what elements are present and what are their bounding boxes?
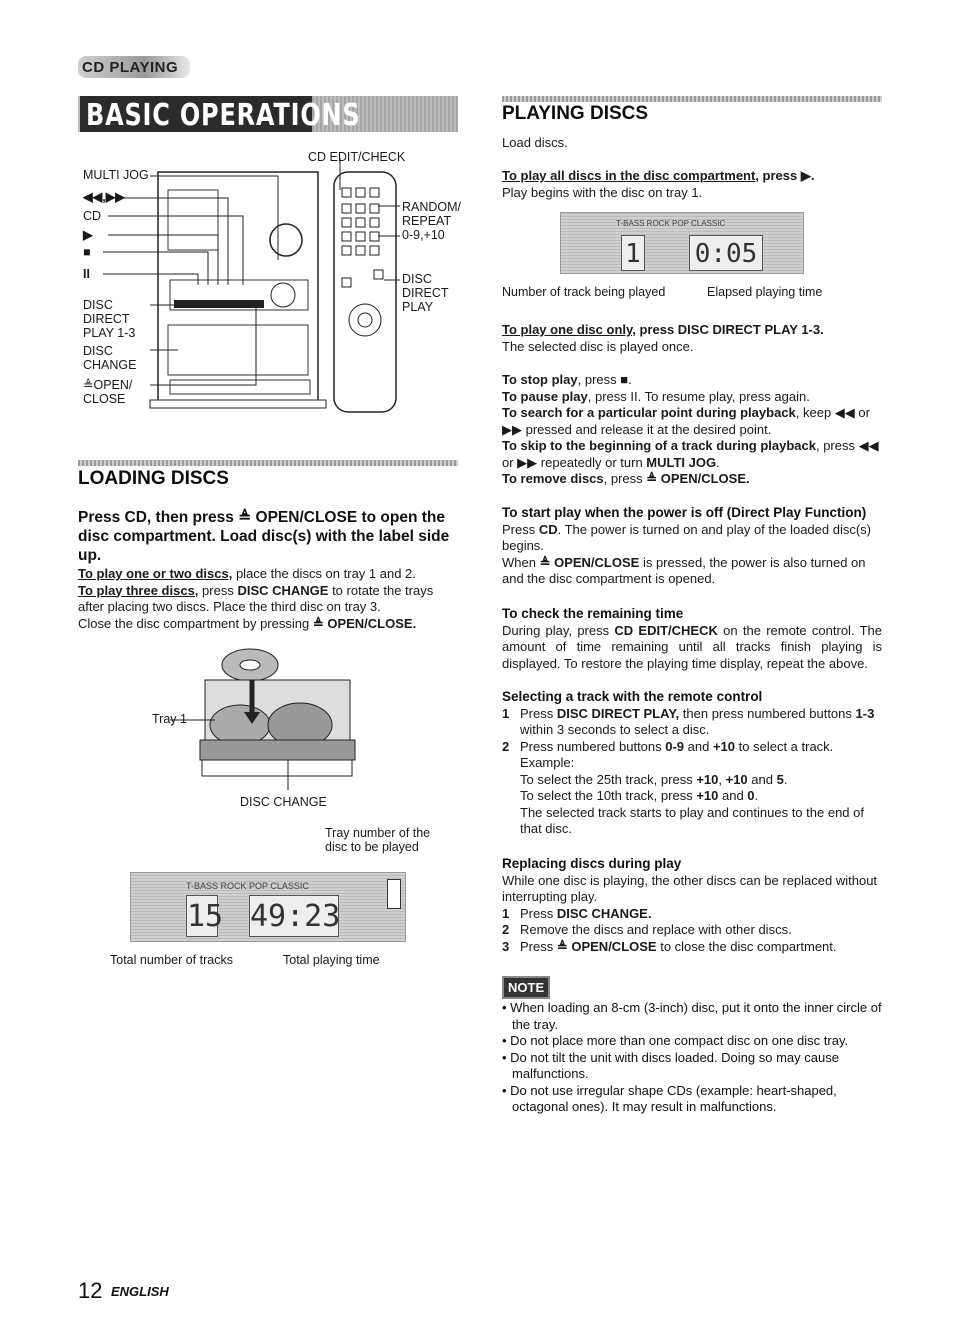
label-stop: ■ <box>83 245 91 259</box>
track-played-label: Number of track being played <box>502 285 666 299</box>
label-cd: CD <box>83 209 102 223</box>
disc-change-label: DISC CHANGE <box>240 795 327 809</box>
elapsed-time-label: Elapsed playing time <box>707 285 823 299</box>
lcd-elapsed-time: 0:05 <box>689 235 763 271</box>
lcd-current-track: 1 <box>621 235 645 271</box>
label-skip: ◀◀,▶▶ <box>83 190 125 204</box>
banner-title: BASIC OPERATIONS <box>86 98 361 133</box>
playing-title: PLAYING DISCS <box>502 103 649 124</box>
label-disc-change: DISC CHANGE <box>83 344 137 372</box>
play-all-block: To play all discs in the disc compartment, press ▶. Play begins with the disc on tray 1. <box>502 168 815 200</box>
note-item: • Do not place more than one compact disc on one disc tray. <box>502 1033 849 1048</box>
unit-diagram <box>78 150 462 420</box>
label-random-repeat: RANDOM/ REPEAT <box>402 200 462 228</box>
tray-label: Tray 1 <box>152 712 187 726</box>
note-item: • When loading an 8-cm (3-inch) disc, put it onto the inner circle of the tray. <box>502 1000 882 1032</box>
loading-lead: Press CD, then press ≜ OPEN/CLOSE to open the disc compartment. Load disc(s) with the label side up. <box>78 509 450 564</box>
playing-intro: Load discs. <box>502 135 568 150</box>
lcd-display-loading <box>130 872 406 942</box>
note-badge: NOTE <box>502 976 550 999</box>
lcd-tray-indicator <box>387 879 401 909</box>
label-disc-direct-play: DISC DIRECT PLAY 1-3 <box>83 298 136 340</box>
lcd-total-time: 49:23 <box>249 895 339 937</box>
replace-block: Replacing discs during play While one disc is playing, the other discs can be replaced without interrupting play. 1 Press DISC CHANGE. 2 Remove the discs and replace with other discs. 3 Press ≜ OPEN/CLOSE to close the disc compartment. <box>502 856 878 954</box>
page-language: ENGLISH <box>111 1284 169 1299</box>
lcd-display-playing <box>560 212 804 274</box>
total-time-label: Total playing time <box>283 953 380 967</box>
label-0-9-10: 0-9,+10 <box>402 228 445 242</box>
page-number: 12 <box>78 1278 103 1303</box>
loading-rule <box>78 460 458 466</box>
section-tag: CD PLAYING <box>78 56 190 78</box>
label-play: ▶ <box>83 228 93 242</box>
remote-select-block: Selecting a track with the remote control 1 Press DISC DIRECT PLAY, then press numbered buttons 1-3 within 3 seconds to select a disc. 2 Press numbered buttons 0-9 and +10 to select a track. Example: To select the 25th track, press +10, +10 and 5. To select the 10th track, press +10 and 0. The selected track starts to play and continues to the end of that disc. <box>502 689 875 836</box>
tray-number-label: Tray number of the disc to be played <box>325 826 431 854</box>
label-pause: II <box>83 267 90 281</box>
note-item: • Do not use irregular shape CDs (example: heart-shaped, octagonal ones). It may result in malfunctions. <box>502 1082 837 1114</box>
label-multi-jog: MULTI JOG <box>83 168 149 182</box>
direct-play-block: To start play when the power is off (Direct Play Function) Press CD. The power is turned on and play of the loaded disc(s) begins. When ≜ OPEN/CLOSE is pressed, the power is also turned on and the disc compartment is opened. <box>502 505 872 586</box>
label-disc-direct-play-remote: DISC DIRECT PLAY <box>402 272 449 314</box>
lcd-total-tracks: 15 <box>186 895 218 937</box>
total-tracks-label: Total number of tracks <box>110 953 233 967</box>
note-item: • Do not tilt the unit with discs loaded. Doing so may cause malfunctions. <box>502 1049 839 1081</box>
tray-diagram <box>140 640 380 810</box>
playing-rule <box>502 96 882 102</box>
note-list <box>502 1000 882 1116</box>
lcd-tags: T-BASS ROCK POP CLASSIC <box>186 881 309 891</box>
loading-title: LOADING DISCS <box>78 468 229 489</box>
page-banner <box>78 96 458 132</box>
controls-block: To stop play, press ■. To pause play, press II. To resume play, press again. To search for a particular point during playback, keep ◀◀ or ▶▶ pressed and release it at the desired point. To skip to the beginning of a track during playback, press ◀◀ or ▶▶ repeatedly or turn MULTI JOG. To remove discs, press ≜ OPEN/CLOSE. <box>502 372 879 486</box>
label-cd-edit-check: CD EDIT/CHECK <box>308 150 406 164</box>
label-open-close: ≜OPEN/ CLOSE <box>83 378 133 406</box>
remaining-time-block: To check the remaining time During play, press CD EDIT/CHECK on the remote control. The amount of time remaining until all tracks finish playing is displayed. To restore the playing time display, repeat the above. <box>502 606 882 671</box>
play-one-block: To play one disc only, press DISC DIRECT PLAY 1-3. The selected disc is played once. <box>502 322 824 354</box>
lcd-tags-playing: T-BASS ROCK POP CLASSIC <box>616 219 726 228</box>
loading-instructions: To play one or two discs, place the discs on tray 1 and 2. To play three discs, press DISC CHANGE to rotate the trays after placing two discs. Place the third disc on tray 3. Close the disc compartment by pressing ≜ OPEN/CLOSE. <box>78 566 434 631</box>
